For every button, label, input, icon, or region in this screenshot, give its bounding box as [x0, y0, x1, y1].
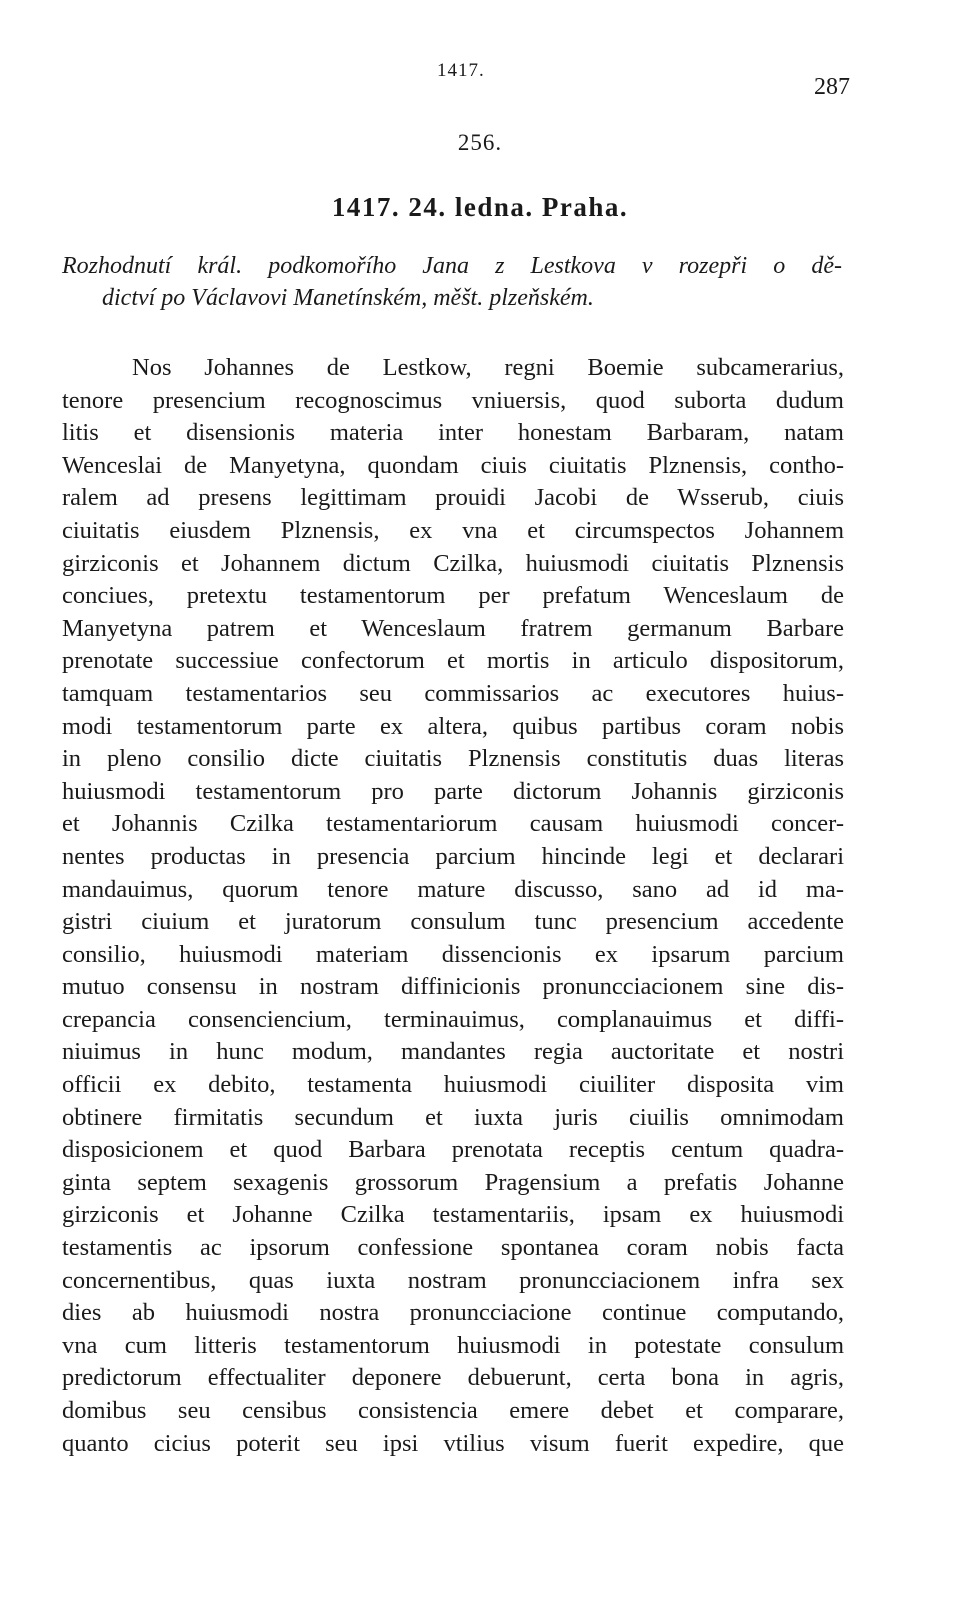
body-text-line: in pleno consilio dicte ciuitatis Plznensis constitutis duas literas	[62, 745, 844, 773]
body-text-line: testamentis ac ipsorum confessione spontanea coram nobis facta	[62, 1234, 844, 1262]
body-text-line: officii ex debito, testamenta huiusmodi ciuiliter disposita vim	[62, 1071, 844, 1099]
body-text-line: mandauimus, quorum tenore mature discusso, sano ad id ma-	[62, 875, 844, 903]
body-text-line: tamquam testamentarios seu commissarios ac executores huius-	[62, 679, 844, 707]
body-text-line: gistri ciuium et juratorum consulum tunc presencium accedente	[62, 908, 844, 936]
body-text-line: dies ab huiusmodi nostra pronuncciacione continue computando,	[62, 1299, 844, 1327]
regest-line: Rozhodnutí král. podkomořího Jana z Lestkova v rozepři o dě-	[62, 253, 842, 279]
document-regest	[62, 250, 842, 314]
body-text-line: girziconis et Johannem dictum Czilka, huiusmodi ciuitatis Plznensis	[62, 549, 844, 577]
body-text-line: Nos Johannes de Lestkow, regni Boemie subcamerarius,	[132, 354, 844, 381]
document-date-line: 1417. 24. ledna. Praha.	[331, 192, 629, 222]
body-text-line: modi testamentorum parte ex altera, quibus partibus coram nobis	[62, 712, 844, 740]
body-text-line: ginta septem sexagenis grossorum Pragensium a prefatis Johanne	[62, 1168, 844, 1196]
body-text-line: prenotate successiue confectorum et mortis in articulo dispositorum,	[62, 647, 844, 675]
body-text-line: niuimus in hunc modum, mandantes regia auctoritate et nostri	[62, 1038, 844, 1066]
body-text-line: huiusmodi testamentorum pro parte dictorum Johannis girziconis	[62, 777, 844, 805]
body-text-line: litis et disensionis materia inter honestam Barbaram, natam	[62, 419, 844, 447]
body-text-line: mutuo consensu in nostram diffinicionis pronuncciacionem sine dis-	[62, 973, 844, 1001]
body-text-line: girziconis et Johanne Czilka testamentariis, ipsam ex huiusmodi	[62, 1201, 844, 1229]
body-text-line: domibus seu censibus consistencia emere debet et comparare,	[62, 1397, 844, 1424]
body-text-line: obtinere firmitatis secundum et iuxta juris ciuilis omnimodam	[62, 1103, 844, 1131]
body-text-line: vna cum litteris testamentorum huiusmodi in potestate consulum	[62, 1331, 844, 1359]
body-text-line: consilio, huiusmodi materiam dissencionis ex ipsarum parcium	[62, 940, 844, 968]
body-text-line: nentes productas in presencia parcium hincinde legi et declarari	[62, 842, 844, 870]
body-text-line: disposicionem et quod Barbara prenotata receptis centum quadra-	[62, 1136, 844, 1164]
body-text-line: quanto cicius poterit seu ipsi vtilius visum fuerit expedire, que	[62, 1429, 844, 1457]
body-text-line: ralem ad presens legittimam prouidi Jacobi de Wsserub, ciuis	[62, 484, 844, 512]
body-text-line: tenore presencium recognoscimus vniuersis, quod suborta dudum	[62, 386, 844, 414]
running-year: 1417.	[437, 60, 485, 81]
document-number: 256.	[457, 130, 503, 155]
body-text-line: et Johannis Czilka testamentariorum causam huiusmodi concer-	[62, 810, 844, 838]
body-text-line: predictorum effectualiter deponere debuerunt, certa bona in agris,	[62, 1364, 844, 1392]
body-text-line: concernentibus, quas iuxta nostram pronuncciacionem infra sex	[62, 1266, 844, 1294]
body-text-line: crepancia consenciencium, terminauimus, complanauimus et diffi-	[62, 1005, 844, 1033]
page-number: 287	[814, 74, 850, 100]
running-head	[0, 58, 960, 100]
body-text-line: conciues, pretextu testamentorum per prefatum Wenceslaum de	[62, 582, 844, 610]
document-body	[62, 352, 844, 1460]
body-text-line: Wenceslai de Manyetyna, quondam ciuis ciuitatis Plznensis, contho-	[62, 451, 844, 479]
regest-line: dictví po Václavovi Manetínském, měšt. plzeňském.	[102, 285, 594, 311]
body-text-line: ciuitatis eiusdem Plznensis, ex vna et circumspectos Johannem	[62, 516, 844, 544]
body-text-line: Manyetyna patrem et Wenceslaum fratrem germanum Barbare	[62, 614, 844, 642]
